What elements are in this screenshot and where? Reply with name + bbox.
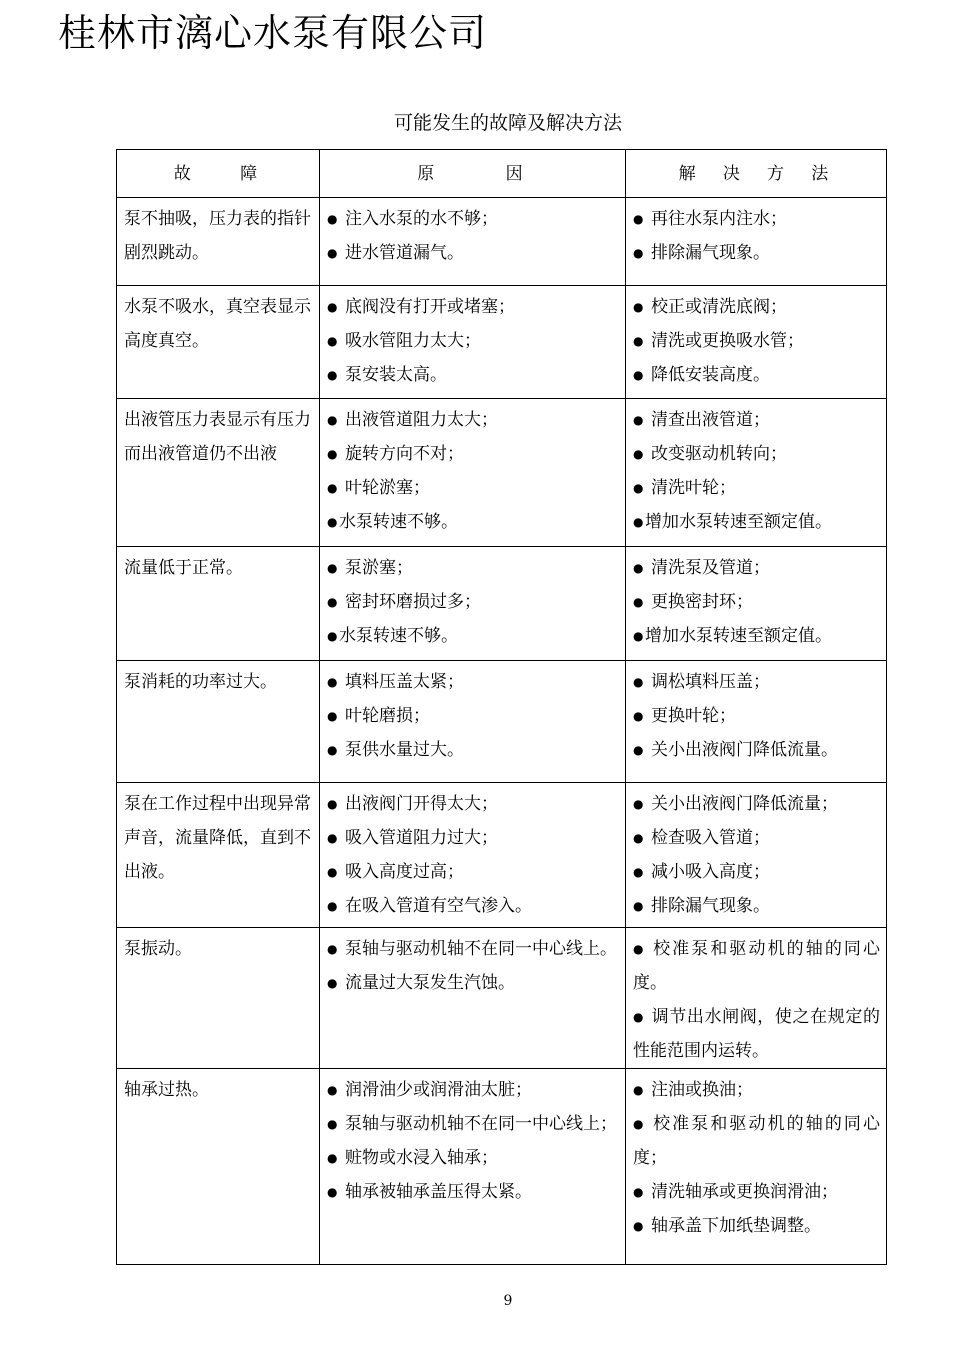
solution-cell [626, 928, 887, 1069]
bullet-icon: ● [633, 1185, 644, 1199]
list-item: ● 清洗叶轮； [633, 471, 880, 505]
bullet-icon: ● [327, 831, 338, 845]
bullet-icon: ● [633, 1117, 644, 1131]
fault-cell: 泵振动。 [117, 928, 320, 1069]
bullet-icon: ● [327, 1151, 338, 1165]
cause-cell [320, 783, 626, 928]
cause-cell [320, 547, 626, 661]
cause-cell [320, 286, 626, 399]
bullet-icon: ● [327, 1185, 338, 1199]
bullet-icon: ● [633, 797, 644, 811]
bullet-icon: ● [633, 481, 644, 495]
list-item: ●增加水泵转速至额定值。 [633, 505, 880, 539]
bullet-icon: ● [633, 831, 644, 845]
solution-cell [626, 399, 887, 547]
solution-cell [626, 547, 887, 661]
list-item: ● 吸水管阻力太大； [327, 324, 619, 358]
bullet-icon: ● [327, 629, 338, 643]
bullet-icon: ● [327, 743, 338, 757]
bullet-icon: ● [327, 1117, 338, 1131]
list-item: ● 泵轴与驱动机轴不在同一中心线上； [327, 1107, 619, 1141]
bullet-icon: ● [633, 1219, 644, 1233]
bullet-icon: ● [633, 899, 644, 913]
list-item: ● 清洗或更换吸水管； [633, 324, 880, 358]
header-cause: 原 因 [320, 150, 626, 198]
list-item: ● 改变驱动机转向； [633, 437, 880, 471]
bullet-icon: ● [633, 1083, 644, 1097]
list-item: ●水泵转速不够。 [327, 619, 619, 653]
list-item: ● 轴承被轴承盖压得太紧。 [327, 1175, 619, 1209]
fault-cell: 泵消耗的功率过大。 [117, 661, 320, 783]
list-item: ● 泵轴与驱动机轴不在同一中心线上。 [327, 932, 619, 966]
bullet-icon: ● [633, 743, 644, 757]
table-row [117, 783, 887, 928]
company-name: 桂林市漓心水泵有限公司 [58, 11, 488, 55]
list-item: ● 底阀没有打开或堵塞； [327, 290, 619, 324]
fault-table [116, 149, 887, 1265]
list-item: ● 进水管道漏气。 [327, 236, 619, 270]
list-item: ● 校准泵和驱动机的轴的同心度。 [633, 932, 880, 1000]
bullet-icon: ● [633, 561, 644, 575]
table-row [117, 661, 887, 783]
list-item: ● 减小吸入高度； [633, 855, 880, 889]
table-row [117, 399, 887, 547]
list-item: ● 调节出水闸阀，使之在规定的性能范围内运转。 [633, 1000, 880, 1068]
list-item: ● 泵供水量过大。 [327, 733, 619, 767]
bullet-icon: ● [327, 246, 338, 260]
table-row [117, 286, 887, 399]
solution-cell [626, 661, 887, 783]
solution-cell [626, 286, 887, 399]
bullet-icon: ● [633, 595, 644, 609]
bullet-icon: ● [633, 413, 644, 427]
bullet-icon: ● [327, 515, 338, 529]
bullet-icon: ● [327, 561, 338, 575]
fault-cell: 泵不抽吸，压力表的指针剧烈跳动。 [117, 198, 320, 286]
bullet-icon: ● [327, 368, 338, 382]
bullet-icon: ● [633, 629, 644, 643]
bullet-icon: ● [327, 212, 338, 226]
list-item: ● 填料压盖太紧； [327, 665, 619, 699]
bullet-icon: ● [327, 447, 338, 461]
solution-cell [626, 1069, 887, 1265]
list-item: ● 清洗轴承或更换润滑油； [633, 1175, 880, 1209]
page-number: 9 [503, 1293, 513, 1309]
bullet-icon: ● [633, 709, 644, 723]
cause-cell [320, 661, 626, 783]
bullet-icon: ● [633, 447, 644, 461]
list-item: ● 旋转方向不对； [327, 437, 619, 471]
list-item: ● 更换密封环； [633, 585, 880, 619]
bullet-icon: ● [633, 1010, 644, 1024]
bullet-icon: ● [327, 797, 338, 811]
solution-cell [626, 783, 887, 928]
list-item: ● 关小出液阀门降低流量； [633, 787, 880, 821]
bullet-icon: ● [327, 300, 338, 314]
list-item: ● 注入水泵的水不够； [327, 202, 619, 236]
bullet-icon: ● [633, 368, 644, 382]
bullet-icon: ● [633, 334, 644, 348]
bullet-icon: ● [633, 212, 644, 226]
list-item: ●增加水泵转速至额定值。 [633, 619, 880, 653]
list-item: ● 润滑油少或润滑油太脏； [327, 1073, 619, 1107]
list-item: ● 排除漏气现象。 [633, 889, 880, 923]
list-item: ● 排除漏气现象。 [633, 236, 880, 270]
list-item: ● 再往水泵内注水； [633, 202, 880, 236]
bullet-icon: ● [633, 515, 644, 529]
list-item: ● 关小出液阀门降低流量。 [633, 733, 880, 767]
cause-cell [320, 399, 626, 547]
bullet-icon: ● [327, 675, 338, 689]
bullet-icon: ● [327, 709, 338, 723]
table-row [117, 928, 887, 1069]
list-item: ● 校准泵和驱动机的轴的同心度； [633, 1107, 880, 1175]
list-item: ● 检查吸入管道； [633, 821, 880, 855]
list-item: ● 轴承盖下加纸垫调整。 [633, 1209, 880, 1243]
cause-cell [320, 198, 626, 286]
list-item: ● 调松填料压盖； [633, 665, 880, 699]
list-item: ● 密封环磨损过多； [327, 585, 619, 619]
list-item: ● 出液阀门开得太大； [327, 787, 619, 821]
list-item: ● 赃物或水浸入轴承； [327, 1141, 619, 1175]
bullet-icon: ● [327, 942, 338, 956]
bullet-icon: ● [633, 300, 644, 314]
list-item: ● 注油或换油； [633, 1073, 880, 1107]
bullet-icon: ● [327, 899, 338, 913]
bullet-icon: ● [633, 942, 644, 956]
list-item: ● 出液管道阻力太大； [327, 403, 619, 437]
header-fault: 故 障 [117, 150, 320, 198]
bullet-icon: ● [327, 1083, 338, 1097]
list-item: ● 在吸入管道有空气渗入。 [327, 889, 619, 923]
bullet-icon: ● [327, 976, 338, 990]
bullet-icon: ● [327, 481, 338, 495]
bullet-icon: ● [633, 246, 644, 260]
bullet-icon: ● [327, 865, 338, 879]
bullet-icon: ● [633, 675, 644, 689]
list-item: ● 泵淤塞； [327, 551, 619, 585]
bullet-icon: ● [327, 595, 338, 609]
table-row [117, 1069, 887, 1265]
header-solution: 解 决 方 法 [626, 150, 887, 198]
table-row [117, 547, 887, 661]
list-item: ● 吸入管道阻力过大； [327, 821, 619, 855]
list-item: ● 清查出液管道； [633, 403, 880, 437]
table-row [117, 198, 887, 286]
list-item: ● 清洗泵及管道； [633, 551, 880, 585]
cause-cell [320, 1069, 626, 1265]
fault-cell: 水泵不吸水，真空表显示高度真空。 [117, 286, 320, 399]
list-item: ● 更换叶轮； [633, 699, 880, 733]
fault-cell: 出液管压力表显示有压力而出液管道仍不出液 [117, 399, 320, 547]
list-item: ● 叶轮淤塞； [327, 471, 619, 505]
fault-cell: 轴承过热。 [117, 1069, 320, 1265]
list-item: ● 降低安装高度。 [633, 358, 880, 392]
table-header-row [117, 150, 887, 198]
bullet-icon: ● [633, 865, 644, 879]
solution-cell [626, 198, 887, 286]
cause-cell [320, 928, 626, 1069]
list-item: ●水泵转速不够。 [327, 505, 619, 539]
document-title: 可能发生的故障及解决方法 [393, 112, 622, 134]
list-item: ● 吸入高度过高； [327, 855, 619, 889]
bullet-icon: ● [327, 334, 338, 348]
list-item: ● 泵安装太高。 [327, 358, 619, 392]
list-item: ● 流量过大泵发生汽蚀。 [327, 966, 619, 1000]
fault-cell: 泵在工作过程中出现异常声音，流量降低，直到不出液。 [117, 783, 320, 928]
list-item: ● 校正或清洗底阀； [633, 290, 880, 324]
bullet-icon: ● [327, 413, 338, 427]
fault-cell: 流量低于正常。 [117, 547, 320, 661]
list-item: ● 叶轮磨损； [327, 699, 619, 733]
